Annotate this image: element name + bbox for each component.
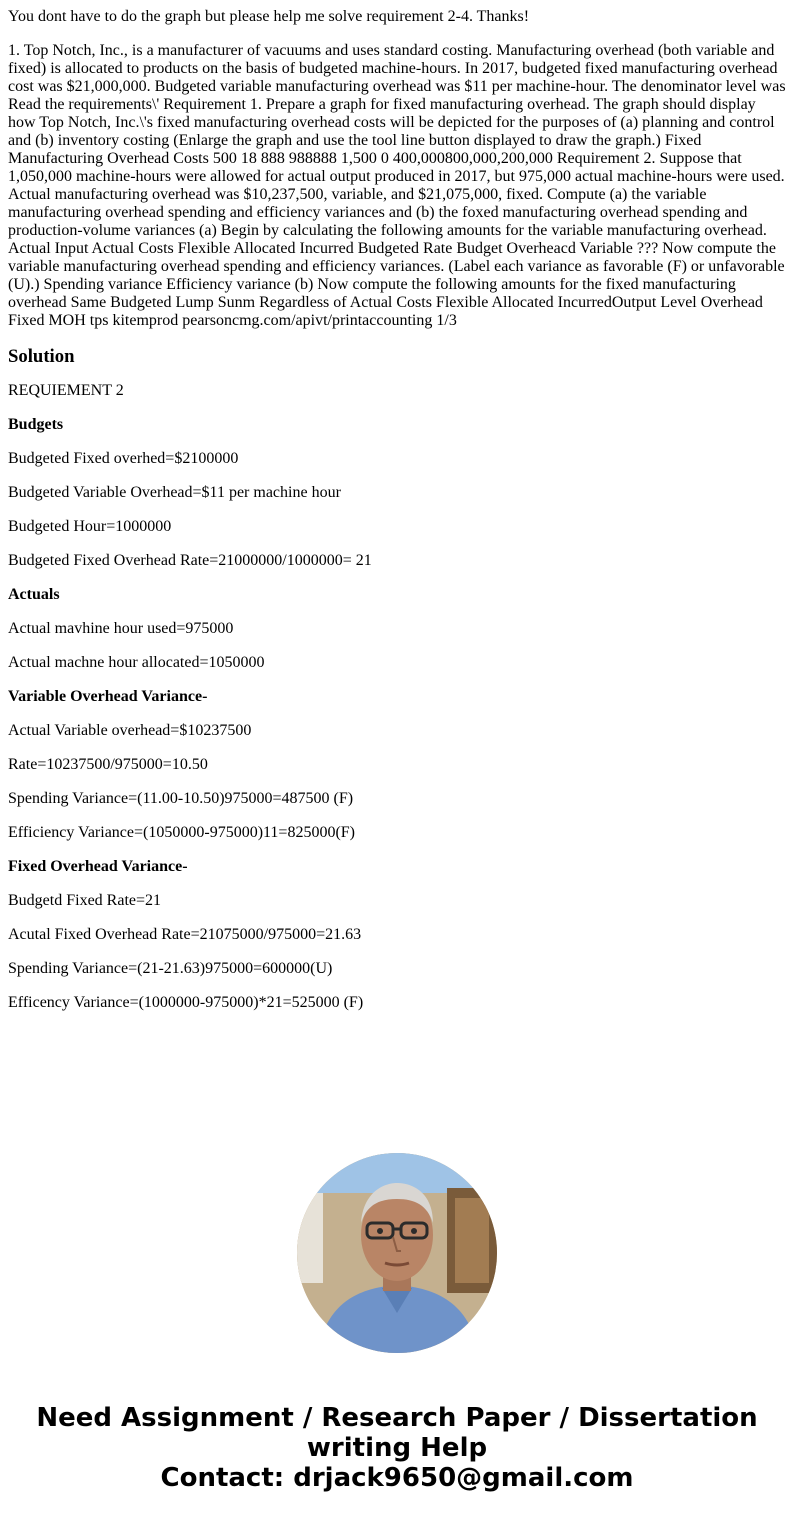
author-avatar (297, 1153, 497, 1353)
document-content (8, 8, 786, 1028)
question-intro: You dont have to do the graph but please help me solve requirement 2-4. Thanks! (8, 8, 530, 25)
requirement-label: REQUIEMENT 2 (8, 382, 124, 399)
solution-heading: Solution (8, 346, 75, 367)
fixed-line: Spending Variance=(21-21.63)975000=600000(U) (8, 960, 333, 977)
variable-line: Actual Variable overhead=$10237500 (8, 722, 252, 739)
actual-line: Actual mavhine hour used=975000 (8, 620, 234, 637)
budget-line: Budgeted Fixed Overhead Rate=21000000/1000000= 21 (8, 552, 372, 569)
promo-footer (0, 1403, 794, 1493)
contact-line: Contact: drjack9650@gmail.com (160, 1463, 634, 1493)
promo-line: writing Help (306, 1433, 488, 1463)
fixed-line: Efficency Variance=(1000000-975000)*21=525000 (F) (8, 994, 364, 1011)
budget-line: Budgeted Fixed overhed=$2100000 (8, 450, 239, 467)
variable-variance-heading: Variable Overhead Variance- (8, 688, 208, 705)
actual-line: Actual machne hour allocated=1050000 (8, 654, 265, 671)
variable-line: Rate=10237500/975000=10.50 (8, 756, 208, 773)
budgets-heading: Budgets (8, 416, 64, 433)
variable-line: Efficiency Variance=(1050000-975000)11=825000(F) (8, 824, 355, 841)
avatar-portrait-icon (297, 1153, 497, 1353)
actuals-heading: Actuals (8, 586, 60, 603)
fixed-variance-heading: Fixed Overhead Variance- (8, 858, 188, 875)
fixed-line: Acutal Fixed Overhead Rate=21075000/975000=21.63 (8, 926, 362, 943)
promo-line: Need Assignment / Research Paper / Dissertation (36, 1403, 758, 1433)
fixed-line: Budgetd Fixed Rate=21 (8, 892, 162, 909)
budget-line: Budgeted Variable Overhead=$11 per machine hour (8, 484, 341, 501)
question-body: 1. Top Notch, Inc., is a manufacturer of vacuums and uses standard costing. Manufacturing overhead (both variable and fixed) is allocated to products on the basis of budgeted machine-hours. In 2017, budgeted fixed manufacturing overhead cost was $21,000,000. Budgeted variable manufacturing overhead was $11 per machine-hour. The denominator level was Read the requirements\' Requirement 1. Prepare a graph for fixed manufacturing overhead. The graph should display how Top Notch, Inc.\'s fixed manufacturing overhead costs will be depicted for the purposes of (a) planning and control and (b) inventory costing (Enlarge the graph and use the tool line button displayed to draw the graph.) Fixed Manufacturing Overhead Costs 500 18 888 988888 1,500 0 400,000800,000,200,000 Requirement 2. Suppose that 1,050,000 machine-hours were allowed for actual output produced in 2017, but 975,000 actual machine-hours were used. Actual manufacturing overhead was $10,237,500, variable, and $21,075,000, fixed. Compute (a) the variable manufacturing overhead spending and efficiency variances and (b) the foxed manufacturing overhead spending and production-volume variances (a) Begin by calculating the following amounts for the variable manufacturing overhead. Actual Input Actual Costs Flexible Allocated Incurred Budgeted Rate Budget Overheacd Variable ??? Now compute the variable manufacturing overhead spending and efficiency variances. (Label each variance as favorable (F) or unfavorable (U).) Spending variance Efficiency variance (b) Now compute the following amounts for the fixed manufacturing overhead Same Budgeted Lump Sunm Regardless of Actual Costs Flexible Allocated IncurredOutput Level Overhead Fixed MOH tps kitemprod pearsoncmg.com/apivt/printaccounting 1/3 (8, 42, 786, 329)
variable-line: Spending Variance=(11.00-10.50)975000=487500 (F) (8, 790, 354, 807)
budget-line: Budgeted Hour=1000000 (8, 518, 172, 535)
